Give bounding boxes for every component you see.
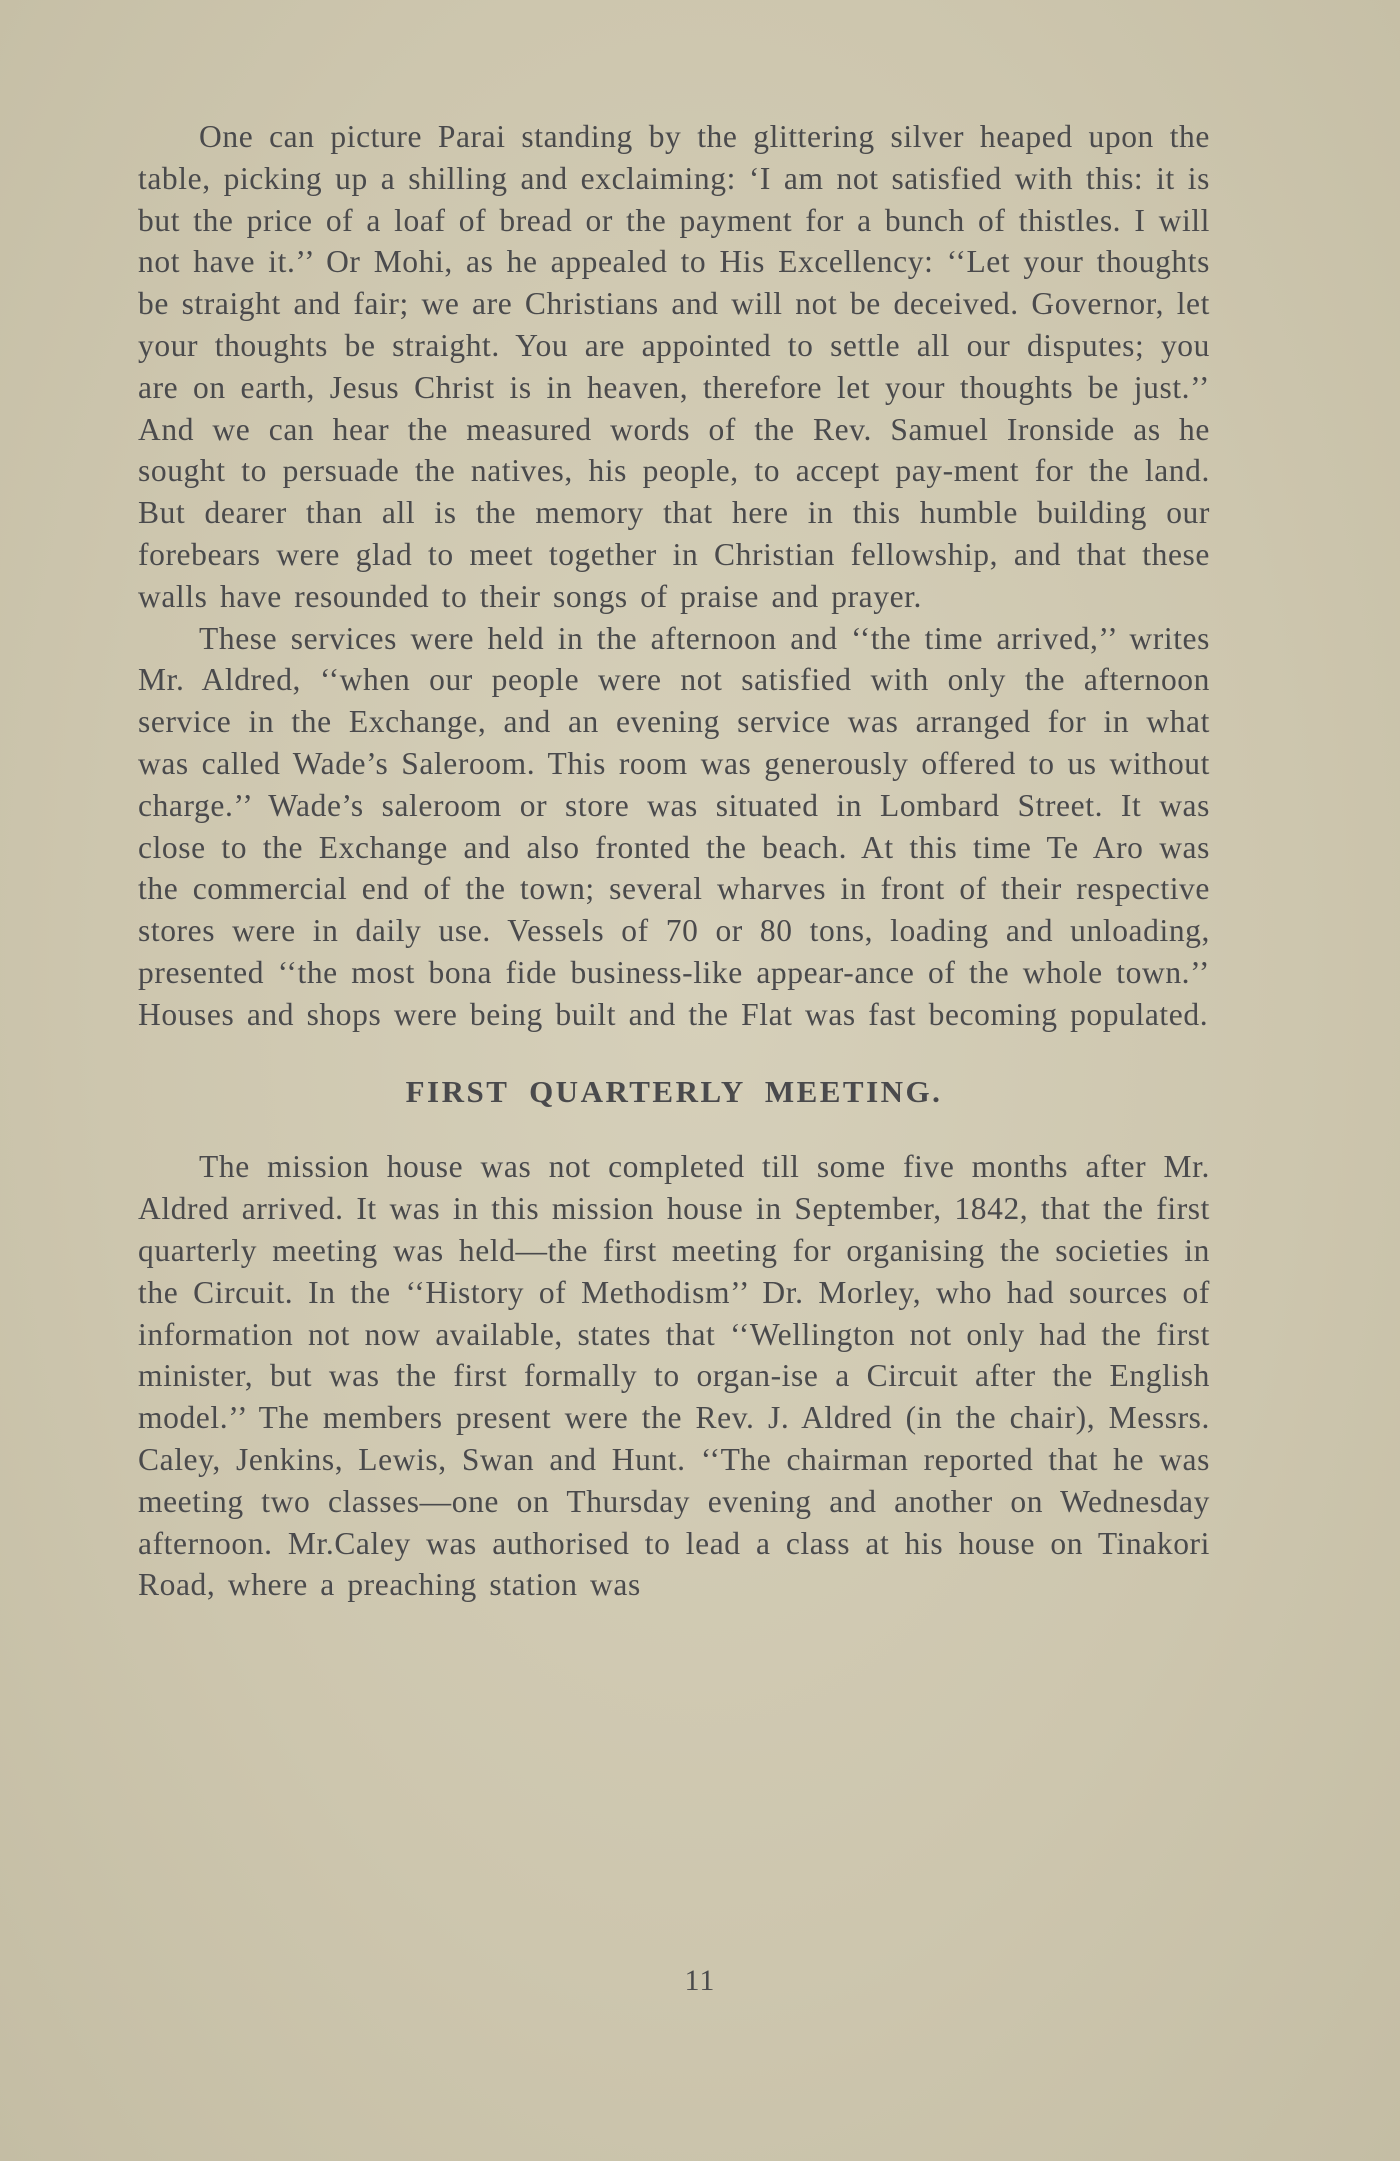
paragraph-wades-saleroom: These services were held in the afternoon and ‘‘the time arrived,’’ writes Mr. Aldred, ‘‘when our people were not satisfied with only the afternoon service in the Exchange, and an evening service was arranged for in what was called Wade’s Saleroom. This room was generously offered to us without charge.’’ Wade’s saleroom or store was situated in Lombard Street. It was close to the Exchange and also fronted the beach. At this time Te Aro was the commercial end of the town; several wharves in front of their respective stores were in daily use. Vessels of 70 or 80 tons, loading and unloading, presented ‘‘the most bona fide business-like appear-ance of the whole town.’’ Houses and shops were being built and the Flat was fast becoming populated. xyxy=(138,620,1210,1032)
paragraph-parai-mohi: One can picture Parai standing by the glittering silver heaped upon the table, picking up a shilling and exclaiming: ‘I am not satisfied with this: it is but the price of a loaf of bread or the payment for a bunch of thistles. I will not have it.’’ Or Mohi, as he appealed to His Excellency: ‘‘Let your thoughts be straight and fair; we are Christians and will not be deceived. Governor, let your thoughts be straight. You are appointed to settle all our disputes; you are on earth, Jesus Christ is in heaven, therefore let your thoughts be just.’’ And we can hear the measured words of the Rev. Samuel Ironside as he sought to persuade the natives, his people, to accept pay-ment for the land. But dearer than all is the memory that here in this humble building our forebears were glad to meet together in Christian fellowship, and that these walls have resounded to their songs of praise and prayer. xyxy=(138,119,1210,614)
section-heading: FIRST QUARTERLY MEETING. xyxy=(405,1073,943,1109)
page-body xyxy=(138,116,1210,1606)
page-number: 11 xyxy=(684,1964,716,1997)
paragraph-quarterly-meeting: The mission house was not completed till some five months after Mr. Aldred arrived. It was in this mission house in September, 1842, that the first quarterly meeting was held—the first meeting for organising the societies in the Circuit. In the ‘‘History of Methodism’’ Dr. Morley, who had sources of information not now available, states that ‘‘Wellington not only had the first minister, but was the first formally to organ-ise a Circuit after the English model.’’ The members present were the Rev. J. Aldred (in the chair), Messrs. Caley, Jenkins, Lewis, Swan and Hunt. ‘‘The chairman reported that he was meeting two classes—one on Thursday evening and another on Wednesday afternoon. Mr.Caley was authorised to lead a class at his house on Tinakori Road, where a preaching station was xyxy=(138,1149,1210,1603)
